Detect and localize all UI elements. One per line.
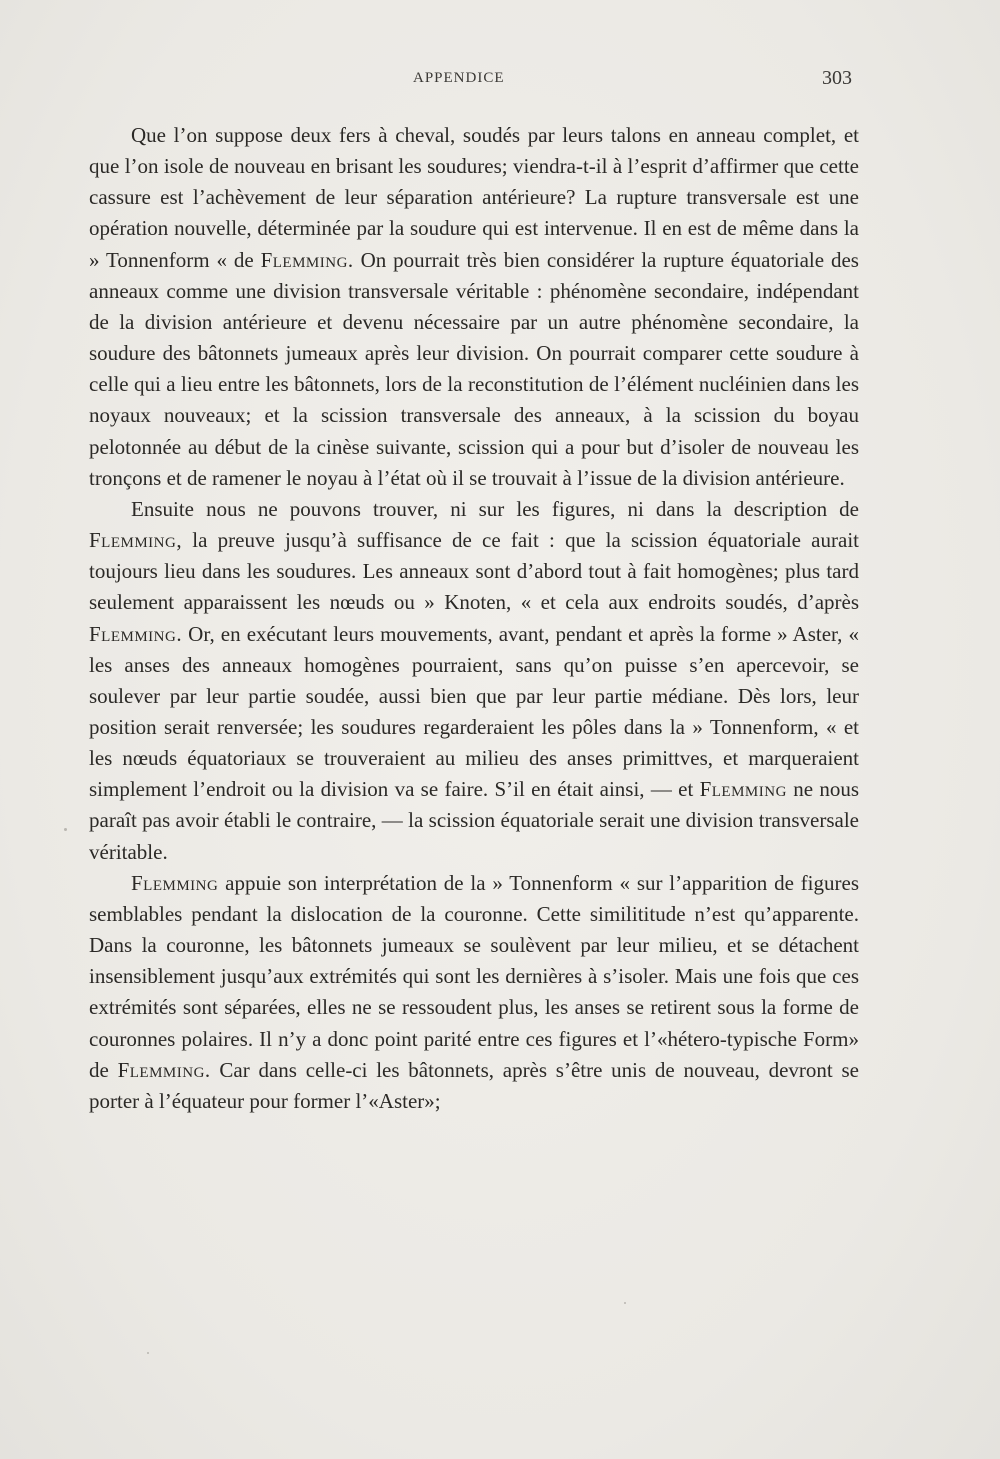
author-name: Flemming. [117,1057,211,1082]
body-text [89,120,859,1117]
text-run: ne nous paraît pas avoir établi le contraire, — la scission équatoriale serait une division transversale véritable. [89,777,859,864]
running-title: APPENDICE [413,70,505,86]
author-name: Flemming [131,870,219,895]
text-run: la preuve jusqu’à suffisance de ce fait : que la scission équatoriale aurait toujours lieu dans les soudures. Les anneaux sont d’abord tout à fait homogènes; plus tard seulement apparaissent les nœuds ou » Knoten, « et cela aux endroits soudés, d’après [89,528,859,615]
paragraph-3 [89,868,859,1117]
text-run: Or, en exécutant leurs mouvements, avant, pendant et après la forme » Aster, « les anses des anneaux homogènes pourraient, sans qu’on puisse s’en apercevoir, se soulever par leur partie soudée, aussi bien que par leur partie médiane. Dès lors, leur position serait renversée; les soudures regarderaient les pôles dans la » Tonnenform, « et les nœuds équatoriaux se trouveraient au milieu des anses primittves, et marqueraient simplement l’endroit ou la division va se faire. S’il en était ainsi, — et [89,621,859,802]
text-run: Ensuite nous ne pouvons trouver, ni sur les figures, ni dans la description de [131,496,859,521]
paragraph-1 [89,120,859,494]
paper-speck [624,1302,626,1304]
text-run: Car dans celle-ci les bâtonnets, après s’être unis de nouveau, devront se porter à l’équateur pour former l’«Aster»; [89,1057,859,1113]
author-name: Flemming. [260,247,354,272]
running-head [0,67,1000,94]
author-name: Flemming, [89,528,183,553]
author-name: Flemming [699,777,787,802]
paper-speck [64,828,67,831]
author-name: Flemming. [89,621,183,646]
text-run: On pourrait très bien considérer la rupture équatoriale des anneaux comme une division transversale véritable : phénomène secondaire, indépendant de la division antérieure et devenu nécessaire par un autre phénomène secondaire, la soudure des bâtonnets jumeaux après leur division. On pourrait comparer cette soudure à celle qui a lieu entre les bâtonnets, lors de la reconstitution de l’élément nucléinien dans les noyaux nouveaux; et la scission transversale des anneaux, à la scission du boyau pelotonnée au début de la cinèse suivante, scission qui a pour but d’isoler de nouveau les tronçons et de ramener le noyau à l’état où il se trouvait à l’issue de la division antérieure. [89,247,859,490]
text-run: appuie son interprétation de la » Tonnenform « sur l’apparition de figures semblables pendant la dislocation de la couronne. Cette similititude n’est qu’apparente. Dans la couronne, les bâtonnets jumeaux se soulèvent par leur milieu, et se détachent insensiblement jusqu’aux extrémités qui sont les dernières à s’isoler. Mais une fois que ces extrémités sont séparées, elles ne se ressoudent plus, les anses se retirent sous la forme de couronnes polaires. Il n’y a donc point parité entre ces figures et l’«hétero-typische Form» de [89,870,859,1082]
paragraph-2 [89,494,859,868]
page-number: 303 [822,67,852,89]
text-run: Que l’on suppose deux fers à cheval, soudés par leurs talons en anneau complet, et que l’on isole de nouveau en brisant les soudures; viendra-t-il à l’esprit d’affirmer que cette cassure est l’achèvement de leur séparation antérieure? La rupture transversale est une opération nouvelle, déterminée par la soudure qui est intervenue. Il en est de même dans la » Tonnenform « de [89,123,859,272]
paper-speck [147,1352,149,1354]
